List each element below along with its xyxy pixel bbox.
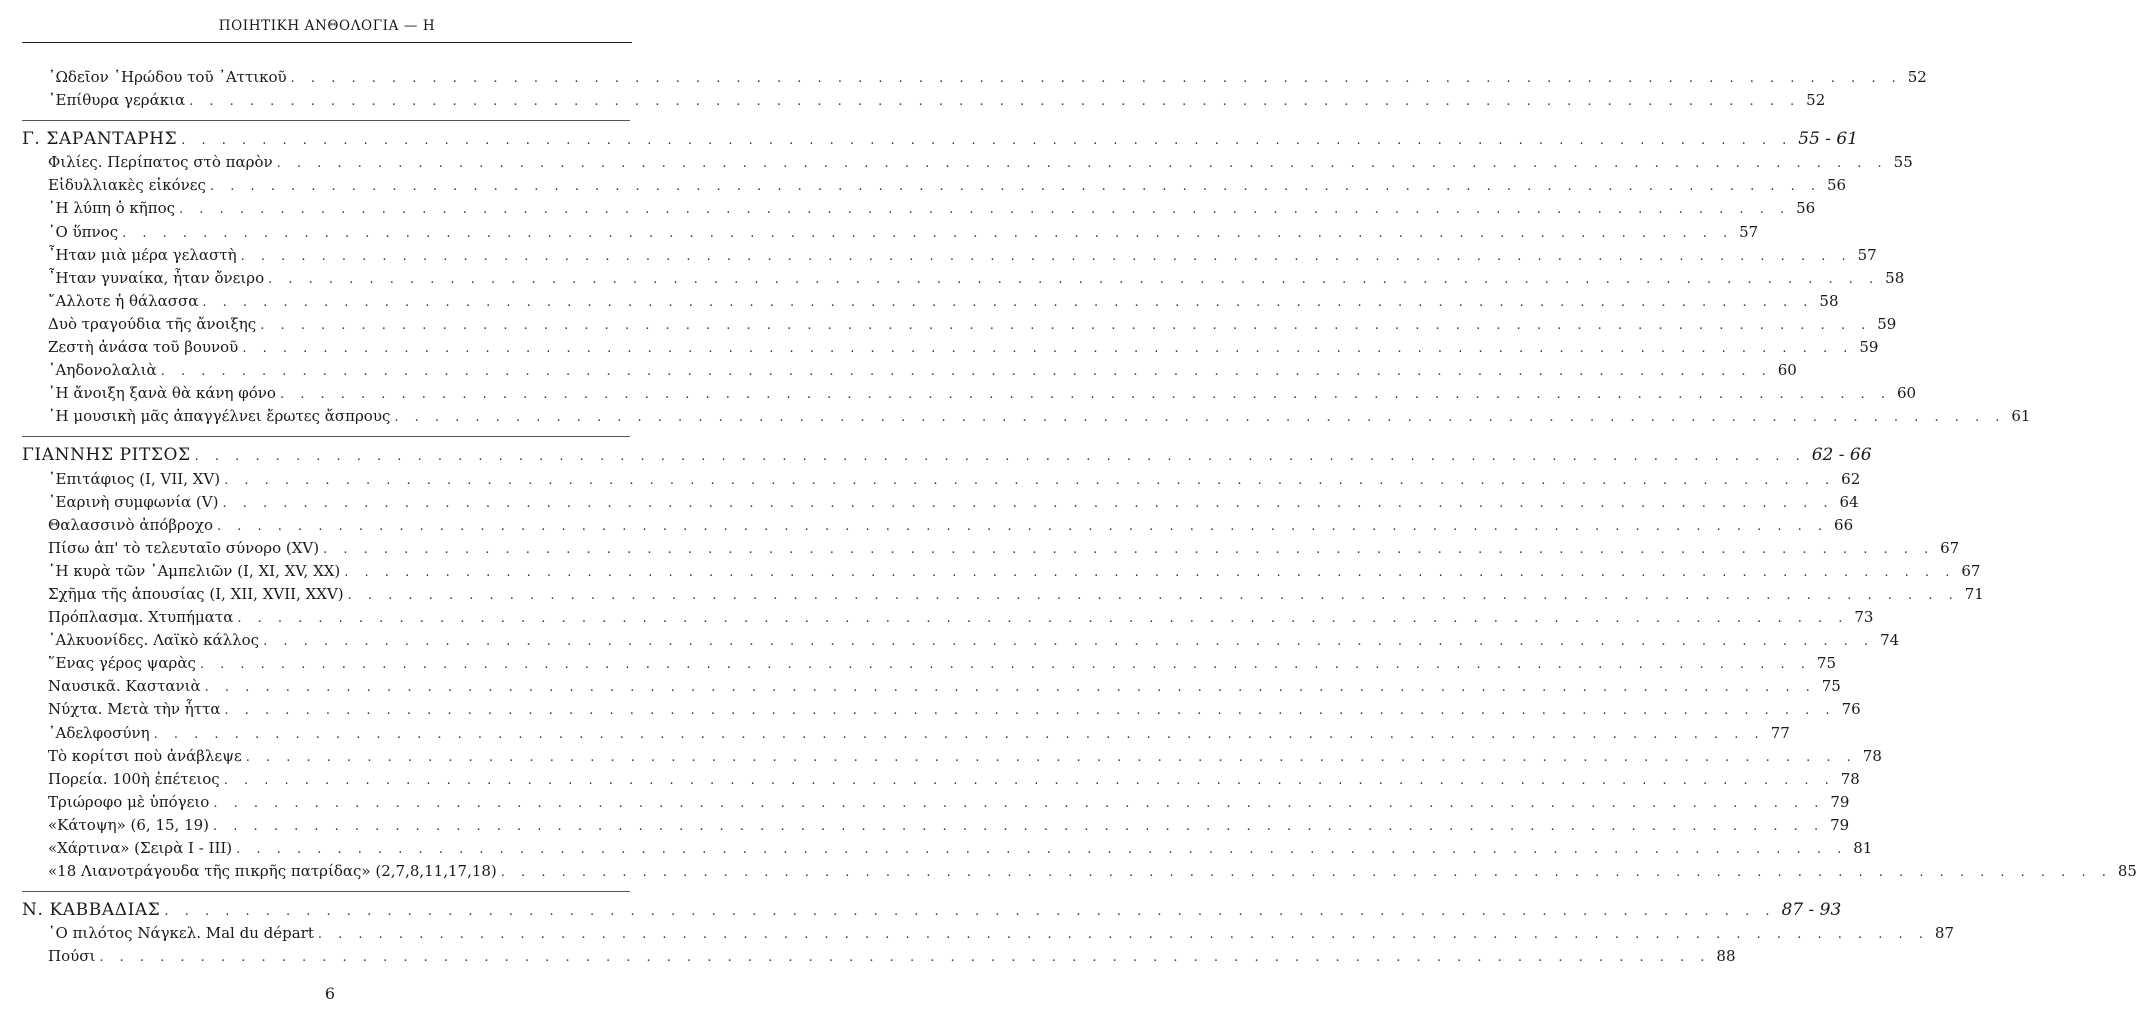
entry-title: Θαλασσινὸ ἀπόβροχο xyxy=(48,515,213,534)
toc-entry xyxy=(22,405,2031,428)
dot-leader: . . . . . . . . . . . . . . . . . . . . . . . . . . . . . . . . . . . . . . . . . . . . . . . . . . . . . . . . . . . . . . . . . . . . . . . . . . . . . . . . xyxy=(202,294,1814,310)
toc-entry xyxy=(22,491,1859,514)
entry-title: Ναυσικᾶ. Καστανιὰ xyxy=(48,677,201,696)
dot-leader: . . . . . . . . . . . . . . . . . . . . . . . . . . . . . . . . . . . . . . . . . . . . . . . . . . . . . . . . . . . . . . . . . . . . . . . . . . . . . . . . xyxy=(260,317,1872,333)
entry-title: ῾Ο ὕπνος xyxy=(48,222,119,241)
toc-section-heading xyxy=(22,128,1859,151)
entry-page: 78 xyxy=(1862,746,1882,765)
entry-page: 57 xyxy=(1739,222,1759,241)
entry-title: Εἰδυλλιακὲς εἰκόνες xyxy=(48,176,206,195)
entry-title: Πορεία. 100ὴ ἐπέτειος xyxy=(48,769,220,788)
entry-title: «18 Λιανοτράγουδα τῆς πικρῆς πατρίδας» (2,7,8,11,17,18) xyxy=(48,862,497,881)
dot-leader: . . . . . . . . . . . . . . . . . . . . . . . . . . . . . . . . . . . . . . . . . . . . . . . . . . . . . . . . . . . . . . . . . . . . . . . . . . . . . . . . xyxy=(160,364,1772,380)
toc-entry xyxy=(22,791,1850,814)
toc-entry xyxy=(22,313,1897,336)
dot-leader: . . . . . . . . . . . . . . . . . . . . . . . . . . . . . . . . . . . . . . . . . . . . . . . . . . . . . . . . . . . . . . . . . . . . . . . . . . . . . . . . xyxy=(179,202,1791,218)
dot-leader: . . . . . . . . . . . . . . . . . . . . . . . . . . . . . . . . . . . . . . . . . . . . . . . . . . . . . . . . . . . . . . . . . . . . . . . . . . . . . . . . xyxy=(99,950,1711,966)
dot-leader: . . . . . . . . . . . . . . . . . . . . . . . . . . . . . . . . . . . . . . . . . . . . . . . . . . . . . . . . . . . . . . . . . . . . . . . . . . . . . . . . xyxy=(204,680,1816,696)
entry-title: ᾿Αλκυονίδες. Λαϊκὸ κάλλος xyxy=(48,631,260,650)
entry-page: 58 xyxy=(1819,291,1839,310)
toc-entry xyxy=(22,745,1882,768)
entry-title: Πίσω ἀπ' τὸ τελευταῖο σύνορο (XV) xyxy=(48,538,320,557)
dot-leader: . . . . . . . . . . . . . . . . . . . . . . . . . . . . . . . . . . . . . . . . . . . . . . . . . . . . . . . . . . . . . . . . . . . . . . . . . . . . . . . . xyxy=(242,341,1854,357)
toc-entry xyxy=(22,244,1877,267)
toc-entry xyxy=(22,652,1837,675)
section-page-range: 62 - 66 xyxy=(1811,445,1872,466)
dot-leader: . . . . . . . . . . . . . . . . . . . . . . . . . . . . . . . . . . . . . . . . . . . . . . . . . . . . . . . . . . . . . . . . . . . . . . . . . . . . . . . . xyxy=(189,94,1801,110)
toc-entry xyxy=(22,860,2137,883)
entry-title: ῞Ενας γέρος ψαρὰς xyxy=(48,654,196,673)
dot-leader: . . . . . . . . . . . . . . . . . . . . . . . . . . . . . . . . . . . . . . . . . . . . . . . . . . . . . . . . . . . . . . . . . . . . . . . . . . . . . . . . xyxy=(279,387,1891,403)
toc-entry xyxy=(22,698,1861,721)
table-of-contents xyxy=(22,66,2137,968)
dot-leader: . . . . . . . . . . . . . . . . . . . . . . . . . . . . . . . . . . . . . . . . . . . . . . . . . . . . . . . . . . . . . . . . . . . . . . . . . . . . . . . . xyxy=(236,842,1848,857)
entry-page: 59 xyxy=(1877,314,1897,333)
toc-entry xyxy=(22,768,1860,791)
dot-leader: . . . . . . . . . . . . . . . . . . . . . . . . . . . . . . . . . . . . . . . . . . . . . . . . . . . . . . . . . . . . . . . . . . . . . . . . . . . . . . . . xyxy=(199,657,1811,673)
toc-entry xyxy=(22,468,1861,491)
dot-leader: . . . . . . . . . . . . . . . . . . . . . . . . . . . . . . . . . . . . . . . . . . . . . . . . . . . . . . . . . . . . . . . . . . . . . . . . . . . . . . . . xyxy=(347,587,1959,603)
toc-entry xyxy=(22,945,1736,968)
toc-entry xyxy=(22,722,1790,745)
entry-page: 74 xyxy=(1880,631,1900,650)
entry-title: ᾿Αδελφοσύνη xyxy=(48,723,150,742)
entry-page: 60 xyxy=(1777,361,1797,380)
entry-title: Δυὸ τραγούδια τῆς ἄνοιξης xyxy=(48,314,257,333)
section-author: Ν. ΚΑΒΒΑΔΙΑΣ xyxy=(22,900,161,921)
dot-leader: . . . . . . . . . . . . . . . . . . . . . . . . . . . . . . . . . . . . . . . . . . . . . . . . . . . . . . . . . . . . . . . . . . . . . . . . . . . . . . . . xyxy=(245,749,1857,765)
dot-leader: . . . . . . . . . . . . . . . . . . . . . . . . . . . . . . . . . . . . . . . . . . . . . . . . . . . . . . . . . . . . . . . . . . . . . . . . . . . . . . . . xyxy=(237,611,1849,627)
entry-title: ῾Ο πιλότος Νάγκελ. Mal du départ xyxy=(48,924,314,943)
entry-page: 66 xyxy=(1834,515,1854,534)
section-divider xyxy=(22,891,630,892)
entry-title: ᾿Επιτάφιος (Ι, VII, XV) xyxy=(48,469,221,488)
toc-entry xyxy=(22,814,1850,837)
entry-page: 56 xyxy=(1827,176,1847,195)
dot-leader: . . . . . . . . . . . . . . . . . . . . . . . . . . . . . . . . . . . . . . . . . . . . . . . . . . . . . . . . . . . . . . . . . . . . . . . . . . . . . . . . xyxy=(268,271,1880,287)
dot-leader: . . . . . . . . . . . . . . . . . . . . . . . . . . . . . . . . . . . . . . . . . . . . . . . . . . . . . . . . . . . . . . . . . . . . . . . . . . . . . . . . xyxy=(181,133,1793,149)
entry-title: ᾿Αηδονολαλιὰ xyxy=(48,361,157,380)
toc-entry xyxy=(22,197,1816,220)
entry-title: Φιλίες. Περίπατος στὸ παρὸν xyxy=(48,153,273,172)
dot-leader: . . . . . . . . . . . . . . . . . . . . . . . . . . . . . . . . . . . . . . . . . . . . . . . . . . . . . . . . . . . . . . . . . . . . . . . . . . . . . . . . xyxy=(276,156,1888,172)
toc-entry xyxy=(22,382,1917,405)
toc-entry xyxy=(22,837,1873,860)
toc-entry xyxy=(22,560,1981,583)
entry-title: ῾Η ἄνοιξη ξανὰ θὰ κάνη φόνο xyxy=(48,384,276,403)
entry-page: 88 xyxy=(1716,947,1736,966)
entry-title: ῾Η κυρὰ τῶν ᾿Αμπελιῶν (Ι, ΧΙ, XV, XX) xyxy=(48,561,341,580)
toc-entry xyxy=(22,583,1984,606)
entry-page: 67 xyxy=(1961,561,1981,580)
entry-page: 60 xyxy=(1896,384,1917,403)
running-header: ΠΟΙΗΤΙΚΗ ΑΝΘΟΛΟΓΙΑ — Η xyxy=(218,18,436,34)
toc-section-heading xyxy=(22,899,1842,922)
dot-leader: . . . . . . . . . . . . . . . . . . . . . . . . . . . . . . . . . . . . . . . . . . . . . . . . . . . . . . . . . . . . . . . . . . . . . . . . . . . . . . . . xyxy=(240,248,1852,264)
entry-page: 64 xyxy=(1839,492,1859,511)
dot-leader: . . . . . . . . . . . . . . . . . . . . . . . . . . . . . . . . . . . . . . . . . . . . . . . . . . . . . . . . . . . . . . . . . . . . . . . . . . . . . . . . xyxy=(122,225,1734,241)
entry-title: Πρόπλασμα. Χτυπήματα xyxy=(48,608,234,627)
entry-title: «Χάρτινα» (Σειρὰ Ι - ΙΙΙ) xyxy=(48,839,233,857)
entry-page: 76 xyxy=(1841,700,1861,719)
entry-title: Πούσι xyxy=(48,947,96,966)
toc-section-heading xyxy=(22,444,1872,467)
entry-page: 55 xyxy=(1893,153,1913,172)
dot-leader: . . . . . . . . . . . . . . . . . . . . . . . . . . . . . . . . . . . . . . . . . . . . . . . . . . . . . . . . . . . . . . . . . . . . . . . . . . . . . . . . xyxy=(224,703,1836,719)
entry-title: ῾Η λύπη ὁ κῆπος xyxy=(48,199,176,218)
dot-leader: . . . . . . . . . . . . . . . . . . . . . . . . . . . . . . . . . . . . . . . . . . . . . . . . . . . . . . . . . . . . . . . . . . . . . . . . . . . . . . . . xyxy=(290,71,1902,86)
entry-page: 52 xyxy=(1907,68,1927,86)
section-page-range: 87 - 93 xyxy=(1781,900,1842,921)
entry-title: ᾿Εαρινὴ συμφωνία (V) xyxy=(48,492,219,511)
entry-page: 67 xyxy=(1940,538,1960,557)
section-author: ΓΙΑΝΝΗΣ ΡΙΤΣΟΣ xyxy=(22,445,191,466)
entry-page: 59 xyxy=(1859,338,1879,357)
entry-page: 57 xyxy=(1857,245,1877,264)
entry-title: Σχῆμα τῆς ἀπουσίας (Ι, XII, XVII, XXV) xyxy=(48,584,344,603)
entry-title: Ζεστὴ ἀνάσα τοῦ βουνοῦ xyxy=(48,338,239,357)
dot-leader: . . . . . . . . . . . . . . . . . . . . . . . . . . . . . . . . . . . . . . . . . . . . . . . . . . . . . . . . . . . . . . . . . . . . . . . . . . . . . . . . xyxy=(344,564,1956,580)
header-rule xyxy=(22,42,632,43)
toc-entry xyxy=(22,922,1955,945)
section-divider xyxy=(22,436,630,437)
dot-leader: . . . . . . . . . . . . . . . . . . . . . . . . . . . . . . . . . . . . . . . . . . . . . . . . . . . . . . . . . . . . . . . . . . . . . . . . . . . . . . . . xyxy=(317,927,1929,943)
entry-page: 79 xyxy=(1830,815,1850,834)
entry-page: 61 xyxy=(2011,407,2031,426)
dot-leader: . . . . . . . . . . . . . . . . . . . . . . . . . . . . . . . . . . . . . . . . . . . . . . . . . . . . . . . . . . . . . . . . . . . . . . . . . . . . . . . . xyxy=(500,865,2112,881)
entry-page: 62 xyxy=(1841,469,1861,488)
dot-leader: . . . . . . . . . . . . . . . . . . . . . . . . . . . . . . . . . . . . . . . . . . . . . . . . . . . . . . . . . . . . . . . . . . . . . . . . . . . . . . . . xyxy=(223,772,1835,788)
entry-page: 78 xyxy=(1840,769,1860,788)
entry-title: Νύχτα. Μετὰ τὴν ἧττα xyxy=(48,700,221,719)
entry-page: 75 xyxy=(1816,654,1837,673)
entry-title: ᾿Ωδεῖον ῾Ηρώδου τοῦ ᾿Αττικοῦ xyxy=(48,68,287,86)
toc-entry xyxy=(22,537,1960,560)
entry-title: ῎Αλλοτε ἡ θάλασσα xyxy=(48,291,199,310)
entry-title: Τριώροφο μὲ ὑπόγειο xyxy=(48,792,210,811)
dot-leader: . . . . . . . . . . . . . . . . . . . . . . . . . . . . . . . . . . . . . . . . . . . . . . . . . . . . . . . . . . . . . . . . . . . . . . . . . . . . . . . . xyxy=(323,541,1935,557)
entry-title: ῾Η μουσικὴ μᾶς ἀπαγγέλνει ἔρωτες ἄσπρους xyxy=(48,407,391,426)
dot-leader: . . . . . . . . . . . . . . . . . . . . . . . . . . . . . . . . . . . . . . . . . . . . . . . . . . . . . . . . . . . . . . . . . . . . . . . . . . . . . . . . xyxy=(224,472,1836,488)
toc-entry xyxy=(22,336,1879,359)
toc-entry xyxy=(22,359,1797,382)
entry-page: 79 xyxy=(1830,792,1850,811)
entry-title: ᾿Επίθυρα γεράκια xyxy=(48,91,186,110)
entry-page: 87 xyxy=(1934,924,1955,943)
section-divider xyxy=(22,120,630,121)
toc-entry xyxy=(22,290,1839,313)
section-page-range: 55 - 61 xyxy=(1798,129,1859,150)
entry-page: 73 xyxy=(1854,608,1874,627)
dot-leader: . . . . . . . . . . . . . . . . . . . . . . . . . . . . . . . . . . . . . . . . . . . . . . . . . . . . . . . . . . . . . . . . . . . . . . . . . . . . . . . . xyxy=(263,634,1875,650)
toc-entry xyxy=(22,89,1826,112)
toc-entry xyxy=(22,267,1905,290)
page-number: 6 xyxy=(324,984,336,1003)
entry-title: ῏Ηταν γυναίκα, ἦταν ὄνειρο xyxy=(48,268,265,287)
dot-leader: . . . . . . . . . . . . . . . . . . . . . . . . . . . . . . . . . . . . . . . . . . . . . . . . . . . . . . . . . . . . . . . . . . . . . . . . . . . . . . . . xyxy=(164,904,1776,920)
toc-entry xyxy=(22,221,1759,244)
entry-page: 56 xyxy=(1796,199,1816,218)
dot-leader: . . . . . . . . . . . . . . . . . . . . . . . . . . . . . . . . . . . . . . . . . . . . . . . . . . . . . . . . . . . . . . . . . . . . . . . . . . . . . . . . xyxy=(394,410,2006,426)
entry-page: 58 xyxy=(1885,268,1905,287)
toc-entry xyxy=(22,514,1854,537)
entry-page: 71 xyxy=(1964,584,1984,603)
dot-leader: . . . . . . . . . . . . . . . . . . . . . . . . . . . . . . . . . . . . . . . . . . . . . . . . . . . . . . . . . . . . . . . . . . . . . . . . . . . . . . . . xyxy=(194,449,1806,465)
toc-entry xyxy=(22,675,1841,698)
entry-page: 85 xyxy=(2117,862,2137,881)
dot-leader: . . . . . . . . . . . . . . . . . . . . . . . . . . . . . . . . . . . . . . . . . . . . . . . . . . . . . . . . . . . . . . . . . . . . . . . . . . . . . . . . xyxy=(213,795,1825,811)
dot-leader: . . . . . . . . . . . . . . . . . . . . . . . . . . . . . . . . . . . . . . . . . . . . . . . . . . . . . . . . . . . . . . . . . . . . . . . . . . . . . . . . xyxy=(209,179,1821,195)
entry-page: 81 xyxy=(1853,839,1873,857)
dot-leader: . . . . . . . . . . . . . . . . . . . . . . . . . . . . . . . . . . . . . . . . . . . . . . . . . . . . . . . . . . . . . . . . . . . . . . . . . . . . . . . . xyxy=(153,726,1765,742)
entry-page: 75 xyxy=(1821,677,1841,696)
entry-title: «Κάτοψη» (6, 15, 19) xyxy=(48,815,210,834)
dot-leader: . . . . . . . . . . . . . . . . . . . . . . . . . . . . . . . . . . . . . . . . . . . . . . . . . . . . . . . . . . . . . . . . . . . . . . . . . . . . . . . . xyxy=(217,518,1829,534)
toc-entry xyxy=(22,629,1900,652)
toc-entry xyxy=(22,66,1927,89)
section-author: Γ. ΣΑΡΑΝΤΑΡΗΣ xyxy=(22,129,178,150)
dot-leader: . . . . . . . . . . . . . . . . . . . . . . . . . . . . . . . . . . . . . . . . . . . . . . . . . . . . . . . . . . . . . . . . . . . . . . . . . . . . . . . . xyxy=(222,495,1834,511)
dot-leader: . . . . . . . . . . . . . . . . . . . . . . . . . . . . . . . . . . . . . . . . . . . . . . . . . . . . . . . . . . . . . . . . . . . . . . . . . . . . . . . . xyxy=(213,818,1825,834)
toc-entry xyxy=(22,151,1913,174)
toc-entry xyxy=(22,174,1847,197)
entry-title: ῏Ηταν μιὰ μέρα γελαστὴ xyxy=(48,245,237,264)
toc-entry xyxy=(22,606,1874,629)
entry-page: 77 xyxy=(1770,723,1790,742)
entry-title: Τὸ κορίτσι ποὺ ἀνάβλεψε xyxy=(48,746,242,765)
entry-page: 52 xyxy=(1806,91,1826,110)
